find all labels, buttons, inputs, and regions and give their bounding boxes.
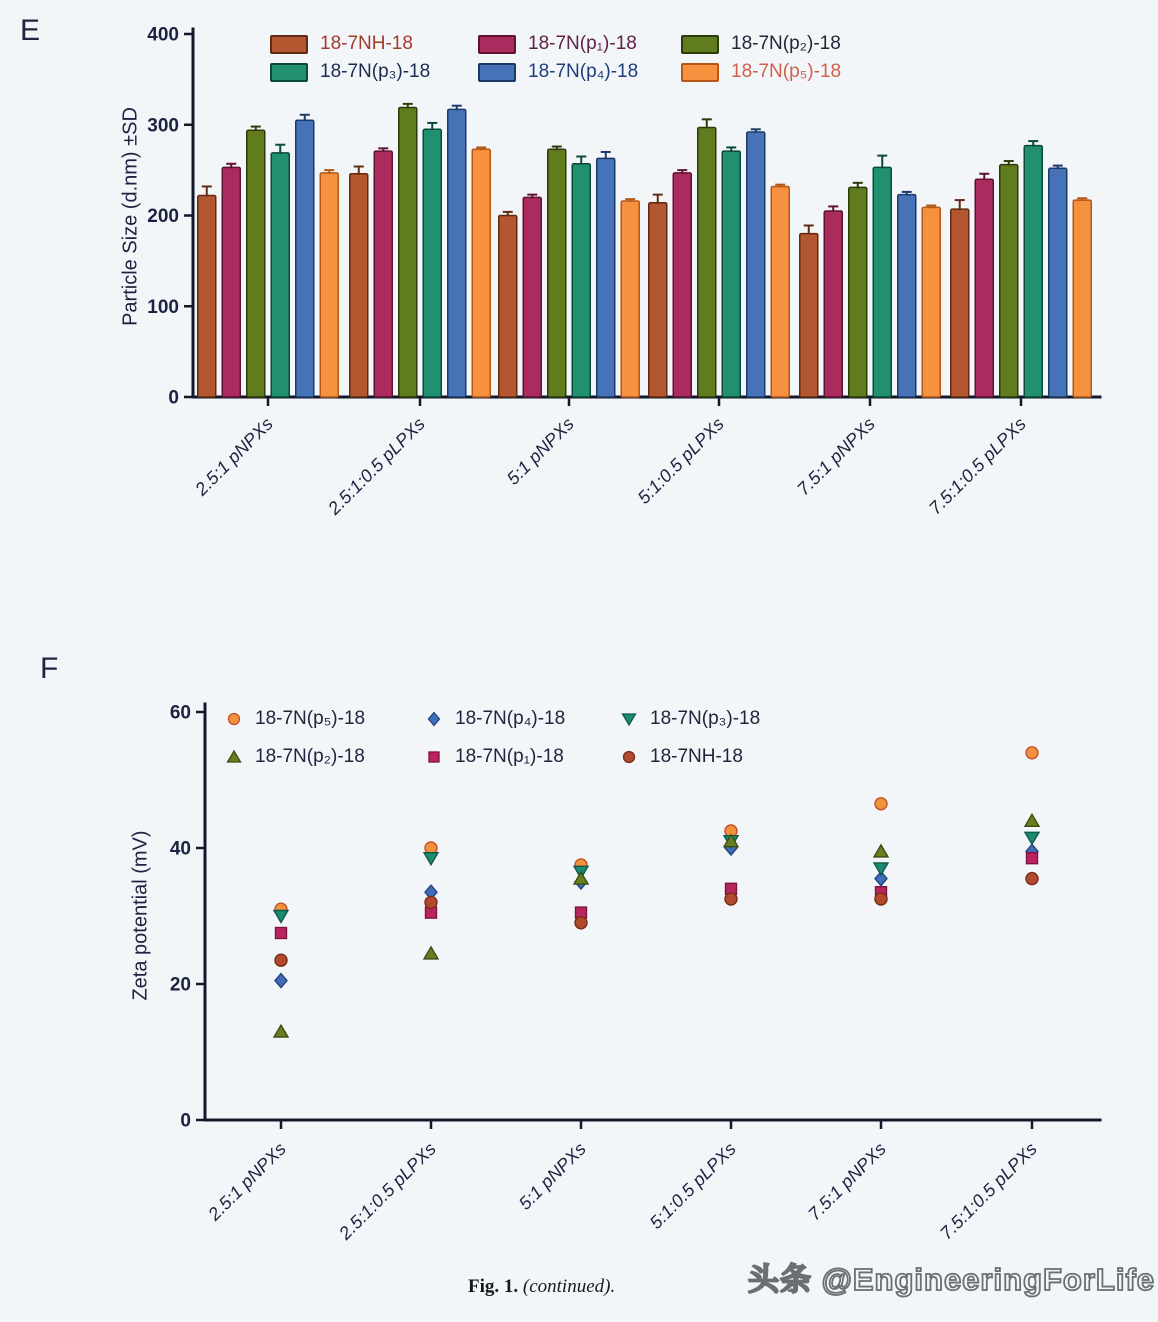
y-tick-label: 0 — [180, 1110, 191, 1132]
point-18-7N(p₃)-18 — [424, 853, 438, 865]
point-18-7N(p₁)-18 — [276, 928, 287, 939]
point-18-7NH-18 — [275, 954, 287, 966]
panel-f-y-axis-title: Zeta potential (mV) — [129, 830, 152, 1001]
caption-continued: (continued). — [522, 1276, 616, 1297]
legend-item-18-7N(p5)-18 — [225, 708, 365, 730]
bar-18-7NH-18 — [649, 203, 667, 397]
bar-18-7N(p₂)-18 — [849, 187, 867, 397]
bar-18-7N(p₅)-18 — [472, 149, 490, 397]
point-18-7NH-18 — [875, 893, 887, 905]
legend-marker-glyph — [225, 710, 243, 728]
legend-label: 18-7N(p₁)-18 — [455, 746, 564, 767]
x-category-label: 2.5:1 pNPXs — [204, 1138, 290, 1225]
bar-18-7N(p₂)-18 — [247, 130, 265, 397]
legend-label: 18-7N(p₅)-18 — [731, 61, 842, 82]
legend-item-18-7N(p2)-18 — [681, 33, 841, 55]
legend-item-18-7NH-18 — [620, 746, 743, 768]
x-category-label: 7.5:1:0.5 pLPXs — [936, 1138, 1041, 1244]
bar-18-7NH-18 — [499, 216, 517, 398]
bar-18-7N(p₅)-18 — [621, 201, 639, 397]
panel-f-letter: F — [40, 652, 59, 685]
legend-label: 18-7N(p₂)-18 — [255, 746, 365, 767]
legend-label: 18-7N(p₃)-18 — [650, 708, 761, 729]
legend-label: 18-7NH-18 — [650, 746, 743, 767]
legend-marker-glyph — [620, 748, 638, 766]
bar-18-7N(p₃)-18 — [572, 164, 590, 397]
point-18-7N(p₃)-18 — [1025, 832, 1039, 844]
bar-18-7NH-18 — [800, 234, 818, 397]
x-category-label: 2.5:1:0.5 pLPXs — [335, 1138, 440, 1244]
bar-18-7N(p₄)-18 — [898, 195, 916, 397]
x-category-label: 2.5:1:0.5 pLPXs — [324, 413, 429, 519]
bar-18-7N(p₃)-18 — [873, 167, 891, 397]
y-tick-label: 60 — [169, 702, 191, 724]
y-tick-label: 20 — [169, 974, 191, 996]
legend-item-18-7N(p1)-18 — [478, 33, 637, 55]
legend-marker-glyph — [425, 710, 443, 728]
bar-18-7N(p₃)-18 — [423, 129, 441, 397]
point-18-7N(p₂)-18 — [874, 845, 888, 857]
y-tick-label: 40 — [169, 838, 191, 860]
legend-swatch-18-7N(p3)-18 — [270, 63, 308, 82]
bar-18-7N(p₂)-18 — [399, 108, 417, 397]
legend-label: 18-7N(p₅)-18 — [255, 708, 366, 729]
bar-18-7N(p₁)-18 — [222, 167, 240, 397]
x-category-label: 7.5:1 pNPXs — [804, 1138, 890, 1225]
legend-marker-triangle-down-teal — [620, 710, 638, 728]
bar-18-7N(p₂)-18 — [1000, 165, 1018, 397]
legend-item-18-7N(p4)-18 — [425, 708, 565, 730]
y-tick-label: 200 — [147, 206, 179, 227]
point-18-7N(p₅)-18 — [875, 798, 887, 810]
point-18-7NH-18 — [725, 893, 737, 905]
bar-18-7N(p₅)-18 — [320, 173, 338, 397]
bar-18-7N(p₄)-18 — [1049, 168, 1067, 397]
bar-18-7N(p₄)-18 — [448, 109, 466, 397]
legend-marker-glyph — [225, 748, 243, 766]
bar-18-7N(p₅)-18 — [922, 207, 940, 397]
legend-marker-circle-orange — [225, 710, 243, 728]
legend-item-18-7N(p3)-18 — [270, 61, 430, 83]
bar-18-7NH-18 — [198, 196, 216, 397]
point-18-7N(p₂)-18 — [574, 872, 588, 884]
bar-18-7N(p₁)-18 — [374, 151, 392, 397]
legend-label: 18-7N(p₄)-18 — [455, 708, 566, 729]
bar-18-7NH-18 — [951, 209, 969, 397]
legend-item-18-7N(p5)-18 — [681, 61, 841, 83]
legend-item-18-7N(p3)-18 — [620, 708, 760, 730]
legend-item-18-7N(p1)-18 — [425, 746, 564, 768]
legend-item-18-7N(p2)-18 — [225, 746, 365, 768]
x-category-label: 7.5:1:0.5 pLPXs — [925, 413, 1030, 519]
legend-item-18-7N(p4)-18 — [478, 61, 638, 83]
legend-marker-glyph — [425, 748, 443, 766]
bar-18-7N(p₄)-18 — [597, 158, 615, 397]
bar-18-7N(p₂)-18 — [698, 127, 716, 397]
bar-18-7N(p₄)-18 — [296, 120, 314, 397]
figure-caption — [468, 1276, 615, 1298]
watermark: 头条 @EngineeringForLife — [748, 1262, 1156, 1297]
x-category-label: 5:1:0.5 pLPXs — [645, 1138, 740, 1233]
x-category-label: 2.5:1 pNPXs — [191, 413, 277, 500]
point-18-7NH-18 — [425, 896, 437, 908]
legend-label: 18-7NH-18 — [320, 33, 413, 54]
point-18-7N(p₃)-18 — [874, 863, 888, 875]
x-category-label: 5:1 pNPXs — [514, 1138, 590, 1214]
legend-swatch-18-7N(p5)-18 — [681, 63, 719, 82]
legend-item-18-7NH-18 — [270, 33, 413, 55]
bar-18-7N(p₁)-18 — [673, 173, 691, 397]
point-18-7N(p₂)-18 — [274, 1025, 288, 1037]
bar-18-7N(p₄)-18 — [747, 132, 765, 397]
point-18-7N(p₅)-18 — [1026, 747, 1038, 759]
point-18-7N(p₁)-18 — [1027, 853, 1038, 864]
legend-marker-glyph — [620, 710, 638, 728]
panel-e-y-axis-title: Particle Size (d.nm) ±SD — [119, 107, 142, 326]
x-category-label: 5:1:0.5 pLPXs — [633, 413, 728, 508]
legend-marker-triangle-up-green — [225, 748, 243, 766]
point-18-7NH-18 — [575, 917, 587, 929]
point-18-7N(p₄)-18 — [275, 974, 287, 988]
bar-18-7N(p₃)-18 — [1024, 146, 1042, 397]
point-18-7N(p₃)-18 — [274, 911, 288, 923]
legend-label: 18-7N(p₃)-18 — [320, 61, 431, 82]
legend-swatch-18-7N(p4)-18 — [478, 63, 516, 82]
y-tick-label: 100 — [147, 296, 179, 318]
legend-swatch-18-7N(p2)-18 — [681, 35, 719, 54]
legend-label: 18-7N(p₁)-18 — [528, 33, 637, 54]
legend-label: 18-7N(p₄)-18 — [528, 61, 639, 82]
bar-18-7N(p₃)-18 — [722, 151, 740, 397]
bar-18-7N(p₁)-18 — [975, 179, 993, 397]
panel-e-letter: E — [20, 14, 41, 47]
y-tick-label: 400 — [147, 24, 179, 46]
y-tick-label: 0 — [168, 387, 179, 409]
bar-18-7N(p₂)-18 — [548, 149, 566, 397]
x-category-label: 5:1 pNPXs — [502, 413, 578, 489]
bar-18-7N(p₅)-18 — [1073, 200, 1091, 397]
legend-marker-square-crimson — [425, 748, 443, 766]
caption-fig-label: Fig. 1. — [468, 1276, 519, 1297]
legend-label: 18-7N(p₂)-18 — [731, 33, 841, 54]
point-18-7N(p₂)-18 — [424, 947, 438, 959]
x-category-label: 7.5:1 pNPXs — [793, 413, 879, 500]
legend-swatch-18-7NH-18 — [270, 35, 308, 54]
legend-marker-circle-rust — [620, 748, 638, 766]
bar-18-7N(p₃)-18 — [271, 153, 289, 397]
bar-18-7N(p₁)-18 — [523, 197, 541, 397]
bar-18-7NH-18 — [350, 174, 368, 397]
bar-18-7N(p₅)-18 — [771, 186, 789, 397]
point-18-7N(p₂)-18 — [1025, 814, 1039, 826]
legend-swatch-18-7N(p1)-18 — [478, 35, 516, 54]
legend-marker-diamond-blue — [425, 710, 443, 728]
bar-18-7N(p₁)-18 — [824, 211, 842, 397]
point-18-7NH-18 — [1026, 873, 1038, 885]
y-tick-label: 300 — [147, 115, 179, 137]
